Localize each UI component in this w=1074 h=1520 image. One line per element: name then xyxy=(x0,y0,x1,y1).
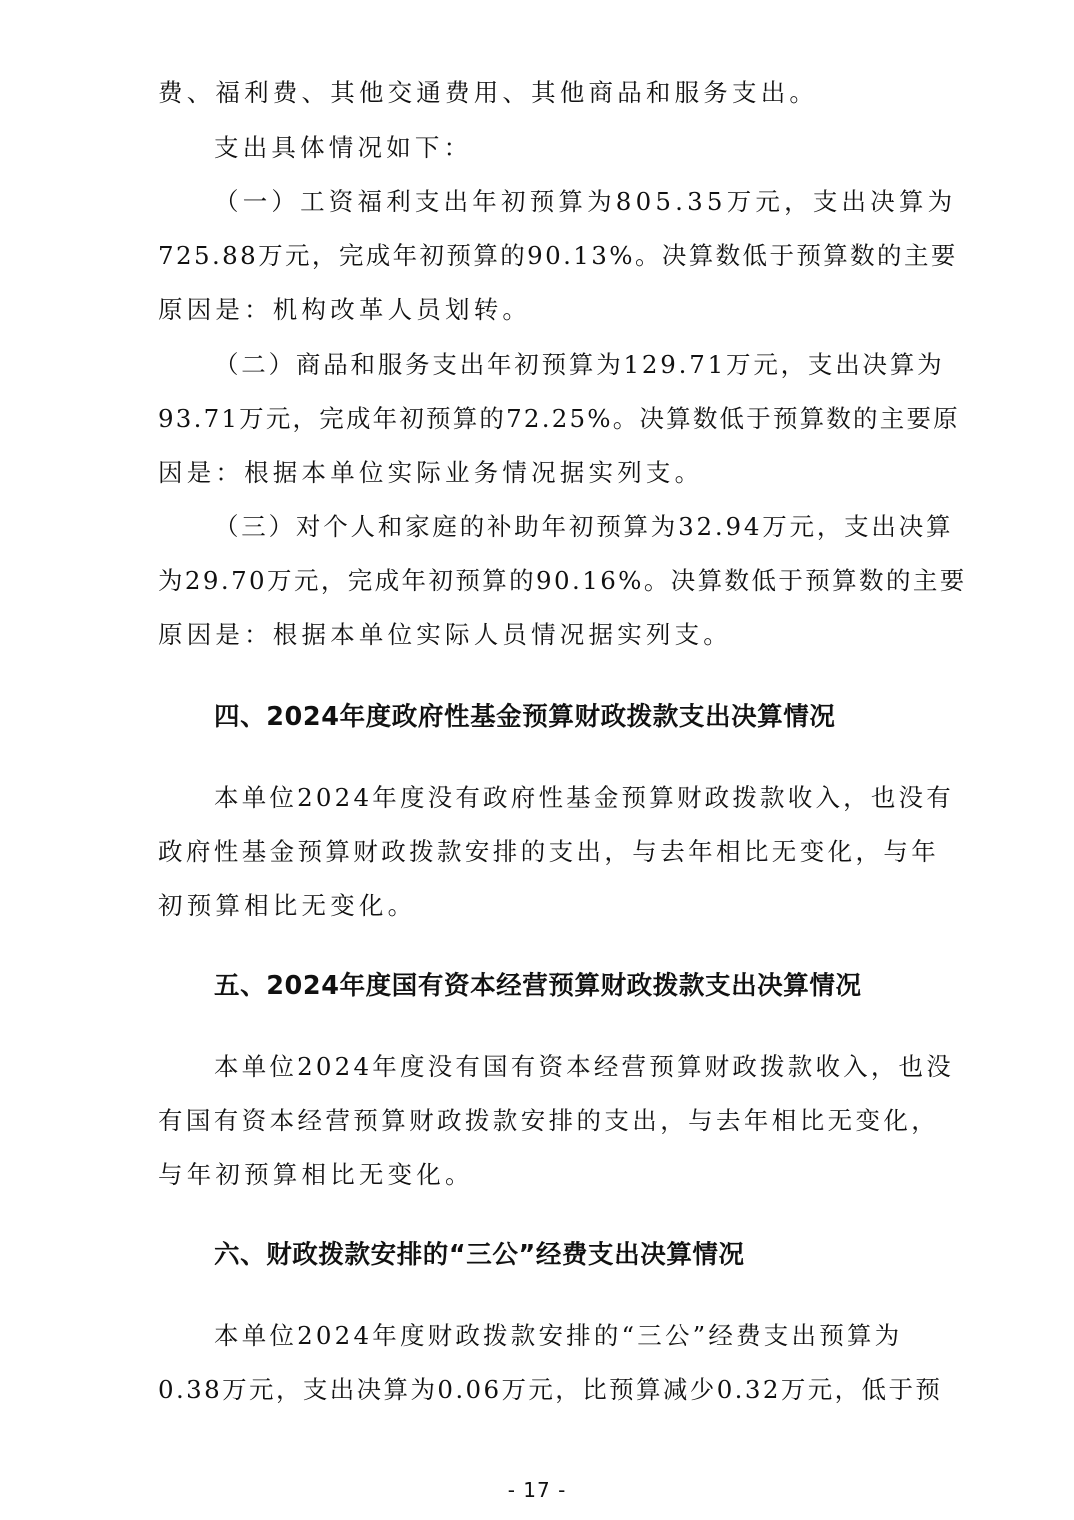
item3-line2: 为29.70万元，完成年初预算的90.16%。决算数低于预算数的主要 xyxy=(158,566,967,595)
item1-line1: （一）工资福利支出年初预算为805.35万元，支出决算为 xyxy=(214,187,957,216)
paragraph-continuation: 费、福利费、其他交通费用、其他商品和服务支出。 xyxy=(158,78,819,107)
item2-line1: （二）商品和服务支出年初预算为129.71万元，支出决算为 xyxy=(214,350,945,379)
paragraph-intro: 支出具体情况如下： xyxy=(214,133,473,162)
section6-heading: 六、财政拨款安排的“三公”经费支出决算情况 xyxy=(214,1240,745,1270)
section5-line2: 有国有资本经营预算财政拨款安排的支出，与去年相比无变化， xyxy=(158,1106,940,1135)
item3-line1: （三）对个人和家庭的补助年初预算为32.94万元，支出决算 xyxy=(214,512,954,541)
section6-line1: 本单位2024年度财政拨款安排的“三公”经费支出预算为 xyxy=(214,1321,903,1350)
item2-line2: 93.71万元，完成年初预算的72.25%。决算数低于预算数的主要原 xyxy=(158,404,960,433)
item1-line2: 725.88万元，完成年初预算的90.13%。决算数低于预算数的主要 xyxy=(158,241,958,270)
section5-line3: 与年初预算相比无变化。 xyxy=(158,1160,474,1189)
section5-heading: 五、2024年度国有资本经营预算财政拨款支出决算情况 xyxy=(214,971,862,1001)
section5-line1: 本单位2024年度没有国有资本经营预算财政拨款收入，也没 xyxy=(214,1052,954,1081)
item1-line3: 原因是：机构改革人员划转。 xyxy=(158,295,532,324)
page-number: - 17 - xyxy=(507,1478,567,1502)
item2-line3: 因是：根据本单位实际业务情况据实列支。 xyxy=(158,458,704,487)
section4-line3: 初预算相比无变化。 xyxy=(158,891,417,920)
section4-line2: 政府性基金预算财政拨款安排的支出，与去年相比无变化，与年 xyxy=(158,837,940,866)
section4-heading: 四、2024年度政府性基金预算财政拨款支出决算情况 xyxy=(214,702,836,732)
item3-line3: 原因是：根据本单位实际人员情况据实列支。 xyxy=(158,620,732,649)
section4-line1: 本单位2024年度没有政府性基金预算财政拨款收入，也没有 xyxy=(214,783,954,812)
section6-line2: 0.38万元，支出决算为0.06万元，比预算减少0.32万元，低于预 xyxy=(158,1375,943,1404)
